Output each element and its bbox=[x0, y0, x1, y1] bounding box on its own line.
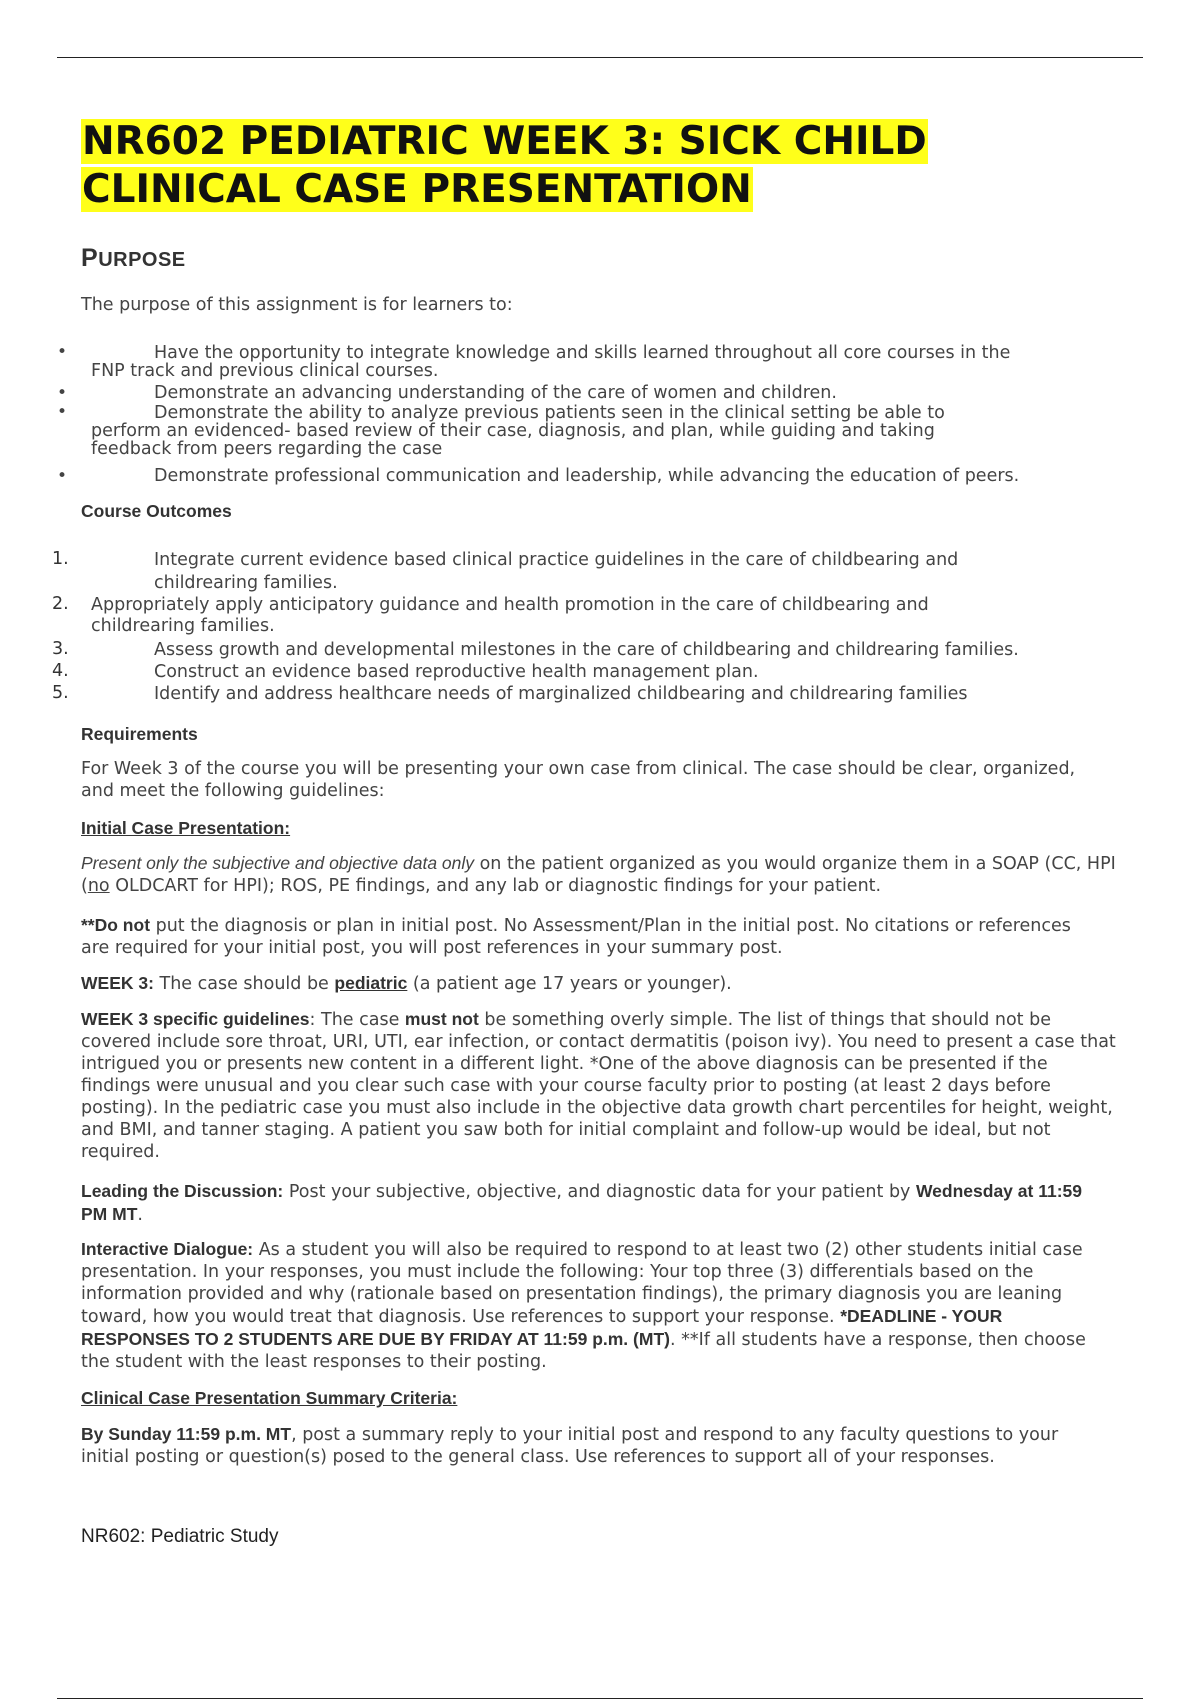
purpose-heading bbox=[81, 244, 186, 273]
summary-text: , post a summary reply to your initial post and respond to any faculty questions to your initial posting or question(s) posed to the general class. Use references to support all of your responses. bbox=[81, 1425, 1059, 1467]
outcome-5-number: 5. bbox=[52, 683, 69, 703]
bullet-1-line-2: FNP track and previous clinical courses. bbox=[91, 361, 439, 381]
week3-text-a: The case should be bbox=[153, 974, 335, 994]
initial-case-italic: Present only the subjective and objective data only bbox=[81, 853, 475, 873]
requirements-intro: For Week 3 of the course you will be presenting your own case from clinical. The case should be clear, organized, and meet the following guidelines: bbox=[81, 759, 1076, 801]
purpose-intro: The purpose of this assignment is for learners to: bbox=[81, 295, 513, 315]
outcome-2-number: 2. bbox=[52, 594, 69, 614]
week3-label: WEEK 3: bbox=[81, 973, 154, 993]
outcome-1-number: 1. bbox=[52, 549, 69, 569]
leading-discussion-end: . bbox=[137, 1205, 143, 1225]
outcome-1-line-2: childrearing families. bbox=[154, 573, 338, 593]
do-not-paragraph bbox=[81, 914, 1091, 959]
bullet-3-line-2: perform an evidenced- based review of their case, diagnosis, and plan, while guiding and taking bbox=[91, 421, 935, 441]
summary-criteria-heading: Clinical Case Presentation Summary Criteria: bbox=[81, 1388, 458, 1408]
purpose-heading-initial: P bbox=[81, 244, 99, 272]
initial-case-no: no bbox=[87, 876, 110, 896]
outcome-4-number: 4. bbox=[52, 661, 69, 681]
interactive-dialogue-text: As a student you will also be required to respond to at least two (2) other students initial case presentation. In your responses, you must include the following: Your top three (3) differentials based on the information provided and why (rationale based on presentation findings), the primary diagnosis you are leaning toward, how you would treat that diagnosis. Use references to support your response. bbox=[81, 1240, 1083, 1327]
outcome-2-line-2: childrearing families. bbox=[91, 616, 275, 636]
page-footer: NR602: Pediatric Study bbox=[81, 1526, 279, 1547]
interactive-dialogue-end: . **If all students have a response, then choose the student with the least responses to their posting. bbox=[81, 1330, 1086, 1372]
outcome-3-line-1: Assess growth and developmental milestones in the care of childbearing and childrearing families. bbox=[154, 640, 1019, 660]
summary-deadline: By Sunday 11:59 p.m. MT bbox=[81, 1424, 292, 1444]
week3-specific-text-b: be something overly simple. The list of things that should not be covered include sore throat, URI, UTI, ear infection, or contact dermatitis (poison ivy). You need to present a case that intrigued you or presents new content in a different light. *One of the above diagnosis can be presented if the findings were unusual and you clear such case with your course faculty prior to posting (at least 2 days before posting). In the pediatric case you must also include in the objective data growth chart percentiles for height, weight, and BMI, and tanner staging. A patient you saw both for initial complaint and follow-up would be ideal, but not required. bbox=[81, 1010, 1116, 1162]
bullet-3-line-3: feedback from peers regarding the case bbox=[91, 439, 443, 459]
leading-discussion-label: Leading the Discussion: bbox=[81, 1181, 284, 1201]
initial-case-text-a: on the patient organized as you would organize them in a SOAP (CC, HPI ( bbox=[81, 854, 1116, 896]
title-line-1: NR602 PEDIATRIC WEEK 3: SICK CHILD bbox=[82, 119, 927, 164]
week3-specific-label: WEEK 3 specific guidelines bbox=[81, 1009, 310, 1029]
interactive-dialogue-label: Interactive Dialogue: bbox=[81, 1239, 254, 1259]
title-line-2: CLINICAL CASE PRESENTATION bbox=[82, 167, 752, 212]
week3-specific-must-not: must not bbox=[404, 1009, 479, 1029]
bullet-4-line-1: Demonstrate professional communication and leadership, while advancing the education of peers. bbox=[154, 466, 1020, 486]
purpose-heading-rest: URPOSE bbox=[98, 249, 186, 271]
bullet-marker: • bbox=[57, 466, 68, 486]
bullet-marker: • bbox=[57, 402, 68, 422]
leading-discussion-paragraph bbox=[81, 1180, 1111, 1226]
bottom-rule bbox=[57, 1698, 1143, 1699]
week3-text-b: (a patient age 17 years or younger). bbox=[407, 974, 732, 994]
leading-discussion-deadline: Wednesday at 11:59 PM MT bbox=[81, 1181, 1082, 1224]
outcome-3-number: 3. bbox=[52, 639, 69, 659]
do-not-label: **Do not bbox=[81, 915, 151, 935]
outcome-4-line-1: Construct an evidence based reproductive health management plan. bbox=[154, 662, 759, 682]
summary-criteria-paragraph bbox=[81, 1423, 1091, 1468]
bullet-1-line-1: Have the opportunity to integrate knowledge and skills learned throughout all core courses in the bbox=[154, 343, 1011, 363]
initial-case-text-b: OLDCART for HPI); ROS, PE findings, and any lab or diagnostic findings for your patient. bbox=[109, 876, 882, 896]
document-title bbox=[81, 118, 928, 214]
bullet-2-line-1: Demonstrate an advancing understanding of the care of women and children. bbox=[154, 383, 837, 403]
outcome-1-line-1: Integrate current evidence based clinical practice guidelines in the care of childbearing and bbox=[154, 550, 959, 570]
outcome-5-line-1: Identify and address healthcare needs of marginalized childbearing and childrearing families bbox=[154, 684, 968, 704]
requirements-heading: Requirements bbox=[81, 724, 198, 744]
bullet-3-line-1: Demonstrate the ability to analyze previous patients seen in the clinical setting be able to bbox=[154, 403, 945, 423]
week3-specific-text-a: : The case bbox=[309, 1010, 405, 1030]
do-not-text: put the diagnosis or plan in initial post. No Assessment/Plan in the initial post. No citations or references are required for your initial post, you will post references in your summary post. bbox=[81, 916, 1071, 958]
week3-specific-paragraph bbox=[81, 1008, 1121, 1163]
initial-case-heading: Initial Case Presentation: bbox=[81, 818, 291, 838]
top-rule bbox=[57, 57, 1143, 58]
initial-case-paragraph bbox=[81, 852, 1121, 897]
interactive-dialogue-deadline: *DEADLINE - YOUR RESPONSES TO 2 STUDENTS ARE DUE BY FRIDAY AT 11:59 p.m. (MT) bbox=[81, 1306, 1003, 1349]
bullet-marker: • bbox=[57, 383, 68, 403]
course-outcomes-heading: Course Outcomes bbox=[81, 501, 232, 521]
leading-discussion-text: Post your subjective, objective, and diagnostic data for your patient by bbox=[283, 1182, 916, 1202]
interactive-dialogue-paragraph bbox=[81, 1238, 1111, 1373]
bullet-marker: • bbox=[57, 342, 68, 362]
week3-paragraph bbox=[81, 972, 732, 995]
week3-pediatric: pediatric bbox=[334, 973, 408, 993]
outcome-2-line-1: Appropriately apply anticipatory guidance and health promotion in the care of childbearing and bbox=[91, 595, 929, 615]
